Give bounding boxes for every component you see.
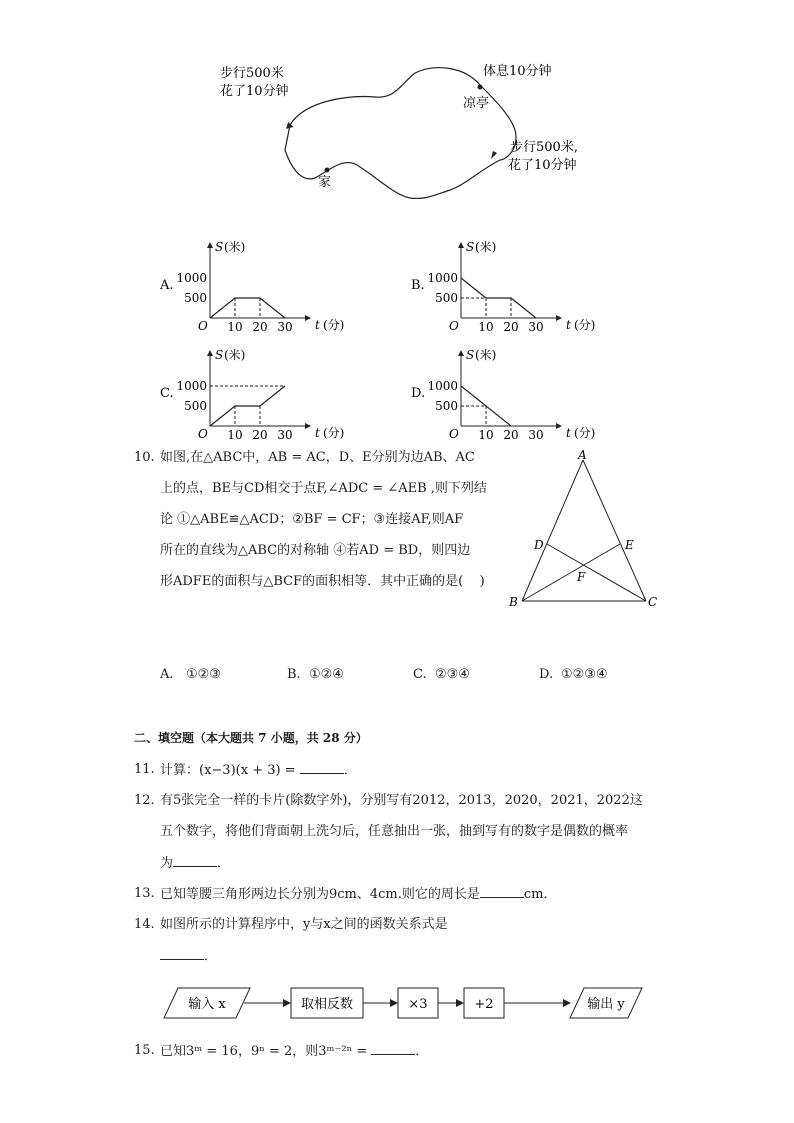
flow-input: 输入 x [188, 997, 226, 1012]
route-top-left-2: 花了10分钟 [220, 84, 289, 99]
x-tick-label: 20 [503, 428, 519, 442]
graph-option-label: D. [411, 386, 426, 401]
q10-option-b-text: ①②④ [309, 667, 344, 682]
origin-label: O [198, 319, 208, 333]
route-home: 家 [318, 175, 332, 190]
series-line [210, 298, 285, 318]
x-arrow [305, 315, 311, 321]
y-tick-label: 1000 [176, 379, 207, 393]
origin-label: O [198, 427, 208, 441]
x-arrow [556, 423, 562, 429]
graph-option-label: B. [411, 278, 425, 293]
y-tick-label: 500 [435, 399, 458, 413]
x-axis-label: t [566, 426, 571, 440]
route-rest: 体息10分钟 [483, 64, 552, 79]
y-axis-unit: (米) [475, 348, 497, 362]
x-axis-unit: (分) [323, 426, 345, 440]
y-tick-label: 500 [184, 399, 207, 413]
route-right-2: 花了10分钟 [508, 158, 577, 173]
x-axis-label: t [566, 318, 571, 332]
y-axis-label: S [215, 240, 224, 254]
q10-line2: 上的点，BE与CD相交于点F,∠ADC = ∠AEB ,则下列结 [160, 481, 487, 496]
q10-option-a-label: A. [160, 667, 174, 682]
flow-negate: 取相反数 [300, 997, 354, 1012]
x-tick-label: 10 [478, 320, 494, 334]
arrow-right [491, 151, 497, 159]
x-arrow [556, 315, 562, 321]
tri-D: D [534, 538, 544, 552]
graph-option-label: A. [160, 278, 174, 293]
y-arrow [207, 350, 213, 356]
route-pavilion: 凉亭 [463, 96, 490, 111]
q10-option-a-text: ①②③ [186, 667, 221, 682]
y-arrow [458, 350, 464, 356]
graph-option-c [160, 346, 360, 446]
graph-option-a [160, 238, 360, 338]
tri-A: A [578, 448, 587, 462]
q12-line1: 有5张完全一样的卡片(除数字外)，分别写有2012，2013，2020，2021，2022这 [160, 793, 643, 808]
q14-number: 14. [134, 917, 155, 932]
q14-line1: 如图所示的计算程序中，y与x之间的函数关系式是 [160, 917, 448, 932]
flow-plus2: +2 [474, 997, 494, 1012]
series-line [210, 386, 285, 426]
y-tick-label: 1000 [176, 271, 207, 285]
pavilion-dot [478, 85, 483, 90]
x-tick-label: 30 [528, 320, 544, 334]
tri-E: E [625, 538, 634, 552]
triangle-figure [500, 448, 670, 614]
origin-label: O [449, 319, 459, 333]
q10-option-c-text: ②③④ [435, 667, 470, 682]
y-axis-label: S [466, 240, 475, 254]
x-tick-label: 20 [252, 320, 268, 334]
q11-number: 11. [134, 762, 155, 777]
origin-label: O [449, 427, 459, 441]
flow-times3: ×3 [408, 997, 428, 1012]
route-figure [200, 55, 600, 215]
x-axis-unit: (分) [574, 426, 596, 440]
y-tick-label: 1000 [427, 271, 458, 285]
x-axis-label: t [315, 426, 320, 440]
q10-option-c-label: C. [413, 667, 427, 682]
q10-line5: 形ADFE的面积与△BCF的面积相等．其中正确的是( ) [160, 574, 485, 589]
q15-text: 已知3ᵐ = 16，9ⁿ = 2，则3ᵐ⁻²ⁿ = ． [160, 1044, 429, 1059]
route-right-1: 步行500米, [510, 140, 578, 155]
q10-line4: 所在的直线为△ABC的对称轴 ④若AD = BD，则四边 [160, 543, 471, 558]
tri-C: C [648, 595, 658, 609]
y-tick-label: 500 [435, 291, 458, 305]
graph-option-b [411, 238, 611, 338]
q10-option-d-text: ①②③④ [561, 667, 608, 682]
x-axis-label: t [315, 318, 320, 332]
y-axis-label: S [466, 348, 475, 362]
home-dot [325, 168, 330, 173]
x-tick-label: 20 [252, 428, 268, 442]
q12-number: 12. [134, 793, 155, 808]
y-arrow [207, 242, 213, 248]
q15-number: 15. [134, 1043, 155, 1058]
y-axis-unit: (米) [224, 348, 246, 362]
x-tick-label: 30 [277, 428, 293, 442]
q10-number: 10. [134, 450, 155, 465]
q10-option-d-label: D. [539, 667, 554, 682]
section2-heading: 二、填空题（本大题共 7 小题，共 28 分） [134, 731, 368, 745]
y-arrow [458, 242, 464, 248]
flow-diagram [160, 985, 650, 1025]
q10-line1: 如图,在△ABC中，AB = AC，D、E分别为边AB、AC [160, 450, 475, 465]
x-tick-label: 20 [503, 320, 519, 334]
q11-text: 计算：(x−3)(x + 3) = ． [160, 763, 357, 778]
q12-line3: 为 ． [160, 856, 231, 871]
y-axis-unit: (米) [475, 240, 497, 254]
x-tick-label: 10 [227, 320, 243, 334]
x-axis-unit: (分) [574, 318, 596, 332]
y-axis-label: S [215, 348, 224, 362]
q14-line2: ． [160, 948, 217, 965]
tri-B: B [509, 595, 518, 609]
q13-number: 13. [134, 886, 155, 901]
y-tick-label: 500 [184, 291, 207, 305]
tri-F: F [577, 570, 586, 584]
y-tick-label: 1000 [427, 379, 458, 393]
x-axis-unit: (分) [323, 318, 345, 332]
route-top-left-1: 步行500米 [220, 66, 284, 81]
q13-text: 已知等腰三角形两边长分别为9cm、4cm.则它的周长是 cm． [160, 887, 557, 902]
graph-option-label: C. [160, 386, 174, 401]
x-tick-label: 30 [277, 320, 293, 334]
x-tick-label: 10 [478, 428, 494, 442]
flow-output: 输出 y [587, 997, 625, 1012]
x-tick-label: 30 [528, 428, 544, 442]
q12-line2: 五个数字，将他们背面朝上洗匀后，任意抽出一张，抽到写有的数字是偶数的概率 [160, 824, 629, 839]
x-tick-label: 10 [227, 428, 243, 442]
graph-option-d [411, 346, 611, 446]
y-axis-unit: (米) [224, 240, 246, 254]
q10-line3: 论 ①△ABE≌△ACD；②BF = CF；③连接AF,则AF [160, 512, 464, 527]
x-arrow [305, 423, 311, 429]
q10-option-b-label: B. [287, 667, 301, 682]
